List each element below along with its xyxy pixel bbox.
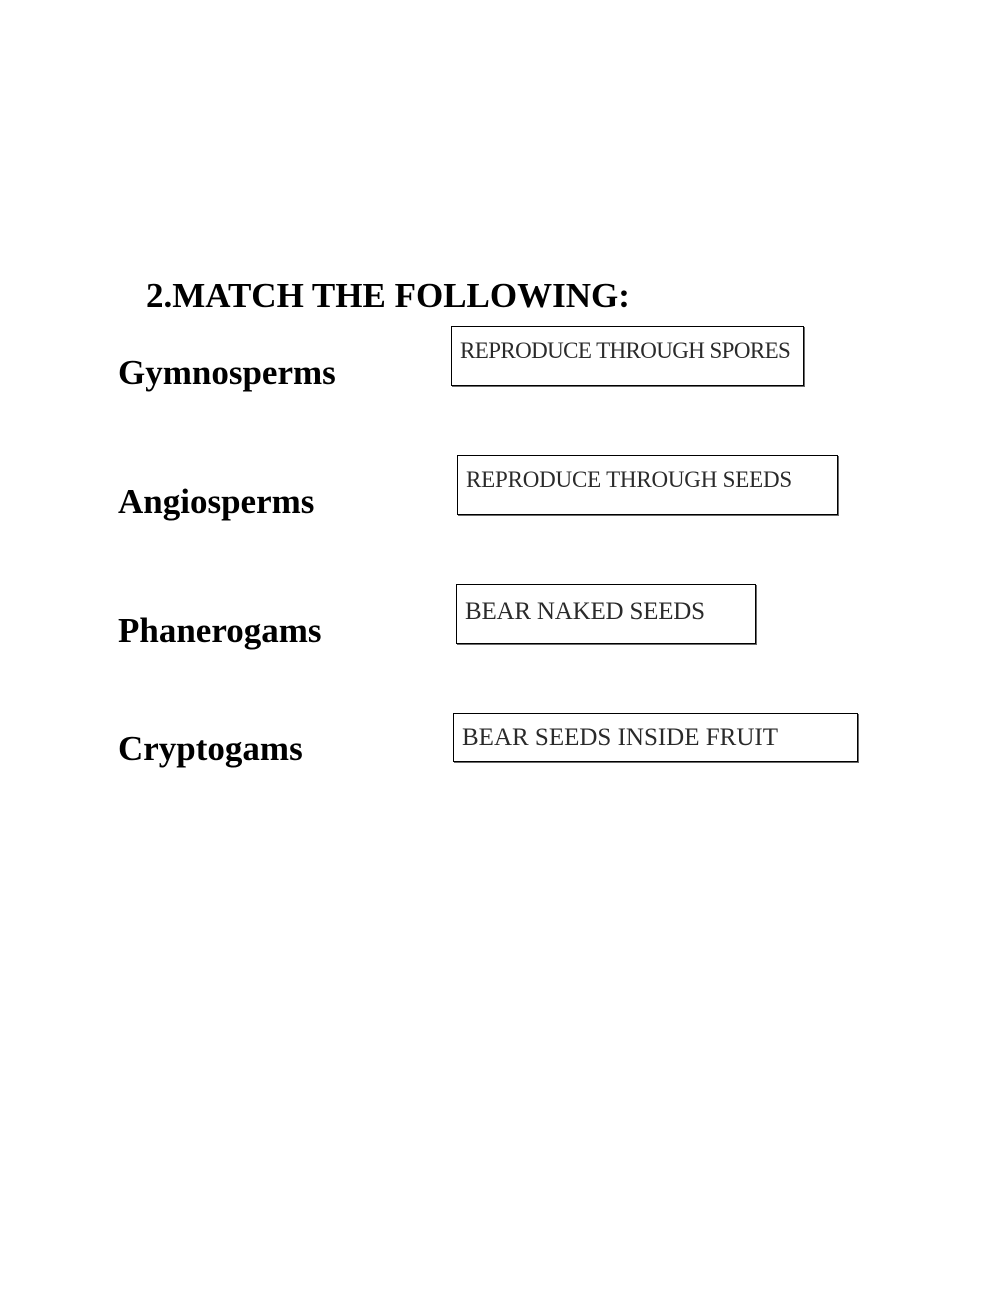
answer-label: REPRODUCE THROUGH SEEDS [466, 467, 792, 492]
answer-box-bear-naked-seeds[interactable] [456, 584, 756, 644]
answer-label: BEAR SEEDS INSIDE FRUIT [462, 724, 778, 751]
term-angiosperms: Angiosperms [118, 482, 315, 521]
answer-label: REPRODUCE THROUGH SPORES [460, 338, 791, 363]
term-gymnosperms: Gymnosperms [118, 353, 336, 392]
answer-box-reproduce-through-seeds[interactable] [457, 455, 838, 515]
worksheet-title: 2.MATCH THE FOLLOWING: [146, 276, 630, 315]
answer-box-bear-seeds-inside-fruit[interactable] [453, 713, 858, 762]
answer-box-reproduce-through-spores[interactable] [451, 326, 804, 386]
answer-label: BEAR NAKED SEEDS [465, 598, 705, 625]
term-cryptogams: Cryptogams [118, 729, 303, 768]
term-phanerogams: Phanerogams [118, 611, 322, 650]
